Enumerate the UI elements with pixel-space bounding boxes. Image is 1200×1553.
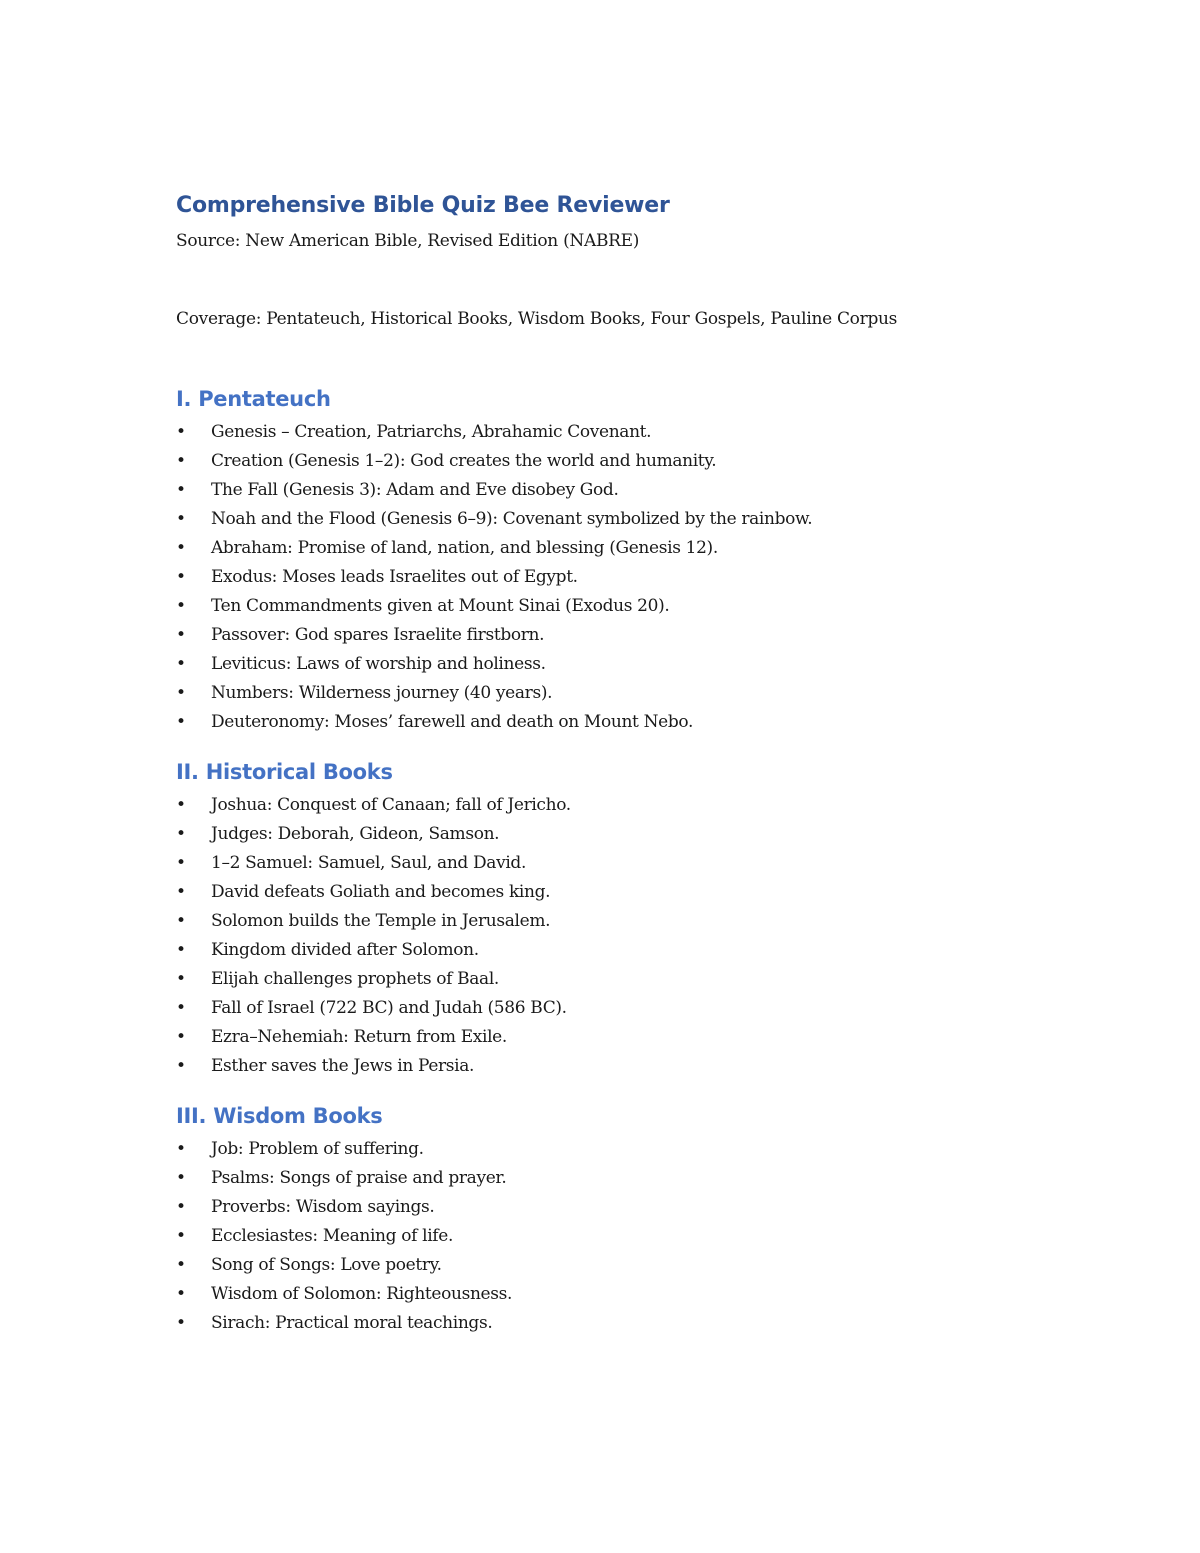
list-item: • Elijah challenges prophets of Baal.: [176, 965, 1076, 994]
list-item: • Esther saves the Jews in Persia.: [176, 1052, 1076, 1081]
source-line: Source: New American Bible, Revised Edition (NABRE): [176, 231, 640, 251]
section-pentateuch: [176, 384, 1076, 737]
section-wisdom-books: [176, 1101, 1076, 1338]
document-page: [176, 190, 1076, 1338]
list-item: • Solomon builds the Temple in Jerusalem.: [176, 907, 1076, 936]
list-item: • Exodus: Moses leads Israelites out of Egypt.: [176, 563, 1076, 592]
list-item: • Song of Songs: Love poetry.: [176, 1251, 1076, 1280]
section-heading: III. Wisdom Books: [176, 1104, 383, 1128]
bullet-list: [176, 791, 1076, 1081]
list-item: • Deuteronomy: Moses’ farewell and death on Mount Nebo.: [176, 708, 1076, 737]
section-heading: II. Historical Books: [176, 760, 393, 784]
list-item: • David defeats Goliath and becomes king.: [176, 878, 1076, 907]
list-item: • Ten Commandments given at Mount Sinai (Exodus 20).: [176, 592, 1076, 621]
list-item: • Fall of Israel (722 BC) and Judah (586 BC).: [176, 994, 1076, 1023]
list-item: • Proverbs: Wisdom sayings.: [176, 1193, 1076, 1222]
list-item: • Passover: God spares Israelite firstborn.: [176, 621, 1076, 650]
list-item: • Genesis – Creation, Patriarchs, Abrahamic Covenant.: [176, 418, 1076, 447]
section-historical-books: [176, 757, 1076, 1081]
list-item: • Numbers: Wilderness journey (40 years).: [176, 679, 1076, 708]
bullet-list: [176, 418, 1076, 737]
list-item: • Psalms: Songs of praise and prayer.: [176, 1164, 1076, 1193]
section-heading: I. Pentateuch: [176, 387, 331, 411]
list-item: • The Fall (Genesis 3): Adam and Eve disobey God.: [176, 476, 1076, 505]
list-item: • Leviticus: Laws of worship and holiness.: [176, 650, 1076, 679]
list-item: • Kingdom divided after Solomon.: [176, 936, 1076, 965]
coverage-line: Coverage: Pentateuch, Historical Books, Wisdom Books, Four Gospels, Pauline Corpus: [176, 309, 898, 329]
list-item: • Wisdom of Solomon: Righteousness.: [176, 1280, 1076, 1309]
list-item: • 1–2 Samuel: Samuel, Saul, and David.: [176, 849, 1076, 878]
list-item: • Ecclesiastes: Meaning of life.: [176, 1222, 1076, 1251]
list-item: • Ezra–Nehemiah: Return from Exile.: [176, 1023, 1076, 1052]
list-item: • Sirach: Practical moral teachings.: [176, 1309, 1076, 1338]
list-item: • Noah and the Flood (Genesis 6–9): Covenant symbolized by the rainbow.: [176, 505, 1076, 534]
list-item: • Judges: Deborah, Gideon, Samson.: [176, 820, 1076, 849]
document-title: Comprehensive Bible Quiz Bee Reviewer: [176, 193, 670, 218]
list-item: • Job: Problem of suffering.: [176, 1135, 1076, 1164]
list-item: • Creation (Genesis 1–2): God creates the world and humanity.: [176, 447, 1076, 476]
bullet-list: [176, 1135, 1076, 1338]
list-item: • Joshua: Conquest of Canaan; fall of Jericho.: [176, 791, 1076, 820]
list-item: • Abraham: Promise of land, nation, and blessing (Genesis 12).: [176, 534, 1076, 563]
